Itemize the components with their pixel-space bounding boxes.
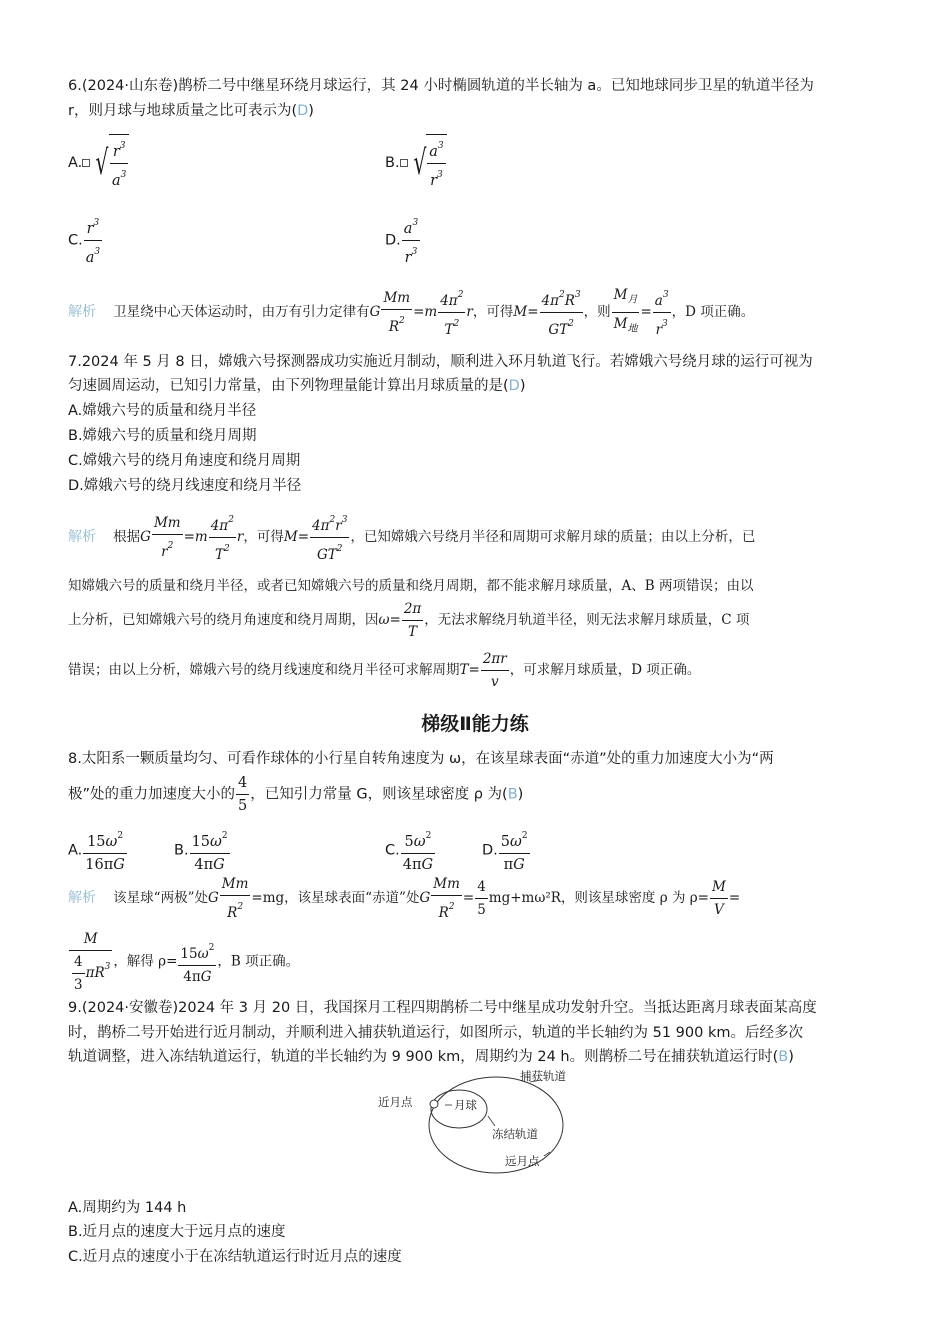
q6-solution: 解析 卫星绕中心天体运动时，由万有引力定律有G $\frac{Mm}{R^2}$ =m $\frac{4\pi^2}{T^2}$ r，可得M= $\frac{4\pi^2R^3}{GT^2}$ ，则 $\frac{M_月}{M_地}$ = $\frac{a^3}{r^3}$ ，D 项正确。 xyxy=(68,284,754,341)
q9-option-a: A.周期约为 144 h xyxy=(68,1200,187,1216)
section-title: 梯级Ⅱ能力练 xyxy=(421,713,529,735)
q8-option-c: C. $\frac{5\omega^2}{4\pi G}$ xyxy=(385,825,436,876)
q6-option-b: B. √ $\frac{a^3}{r^3}$ xyxy=(385,134,447,192)
label-perilune-left: 近月点 xyxy=(378,1095,413,1109)
label-apolune: 远月点 xyxy=(505,1154,540,1168)
q9-option-b: B.近月点的速度大于远月点的速度 xyxy=(68,1224,286,1240)
q7-solution-line1: 解析 根据G $\frac{Mm}{r^2}$ =m $\frac{4\pi^2}{T^2}$ r，可得M= $\frac{4\pi^2r^3}{GT^2}$ ，已知嫦娥六号绕月半径和周期可求解月球的质量；由以上分析，已 xyxy=(68,509,755,566)
q7-solution-line2: 知嫦娥六号的质量和绕月半径，或者已知嫦娥六号的质量和绕月周期，都不能求解月球质量，A、B 两项错误；由以 xyxy=(68,578,754,594)
q7-solution-line4: 错误；由以上分析，嫦娥六号的绕月线速度和绕月半径可求解周期T= $\frac{2\pi r}{v}$ ，可求解月球质量，D 项正确。 xyxy=(68,648,700,693)
q9-stem-line3: 轨道调整，进入冻结轨道运行，轨道的半长轴约为 9 900 km，周期约为 24 h。则鹊桥二号在捕获轨道运行时(B) xyxy=(68,1049,794,1065)
q8-option-b: B. $\frac{15\omega^2}{4\pi G}$ xyxy=(174,825,231,876)
orbit-diagram xyxy=(370,1068,580,1178)
q8-option-d: D. $\frac{5\omega^2}{\pi G}$ xyxy=(482,825,531,876)
q8-option-a: A. $\frac{15\omega^2}{16\pi G}$ xyxy=(68,825,128,876)
q7-solution-line3: 上分析，已知嫦娥六号的绕月角速度和绕月周期，因ω= $\frac{2\pi}{T}$ ，无法求解绕月轨道半径，则无法求解月球质量，C 项 xyxy=(68,598,749,643)
q9-stem-line1: 9.(2024·安徽卷)2024 年 3 月 20 日，我国探月工程四期鹊桥二号中继星成功发射升空。当抵达距离月球表面某高度 xyxy=(68,1000,817,1016)
moon-marker xyxy=(430,1100,438,1108)
q9-answer: B xyxy=(778,1049,789,1065)
q8-answer: B xyxy=(507,786,518,803)
q8-solution-line2: M $\frac{4}{3}$ $\pi R^3$ ，解得 ρ= $\frac{15\omega^2}{4\pi G}$ ，B 项正确。 xyxy=(68,928,299,996)
q6-option-d: D. $\frac{a^3}{r^3}$ xyxy=(385,212,421,269)
label-moon: 月球 xyxy=(454,1098,477,1112)
q9-stem-line2: 时，鹊桥二号开始进行近月制动，并顺利进入捕获轨道运行，如图所示，轨道的半长轴约为 51 900 km。后经多次 xyxy=(68,1025,803,1041)
q8-solution-line1: 解析 该星球“两极”处G $\frac{Mm}{R^2}$ =mg，该星球表面“赤道”处G $\frac{Mm}{R^2}$ = $\frac{4}{5}$ mg+mω²R，则该星球密度 ρ 为 ρ= $\frac{M}{V}$ = xyxy=(68,873,740,924)
label-capture-orbit: 捕获轨道 xyxy=(520,1069,566,1083)
q7-option-b: B.嫦娥六号的质量和绕月周期 xyxy=(68,428,257,444)
q6-option-a: A. √ $\frac{r^3}{a^3}$ xyxy=(68,134,129,192)
q6-answer: D xyxy=(297,103,309,119)
q7-answer: D xyxy=(508,378,520,394)
q8-stem-line1: 8.太阳系一颗质量均匀、可看作球体的小行星自转角速度为 ω，在该星球表面“赤道”处的重力加速度大小为“两 xyxy=(68,751,774,767)
q6-stem-line2: r，则月球与地球质量之比可表示为(D) xyxy=(68,103,314,119)
q6-option-c: C. $\frac{r^3}{a^3}$ xyxy=(68,212,103,269)
q7-option-d: D.嫦娥六号的绕月线速度和绕月半径 xyxy=(68,478,302,494)
q6-stem-line1: 6.(2024·山东卷)鹊桥二号中继星环绕月球运行，其 24 小时椭圆轨道的半长轴为 a。已知地球同步卫星的轨道半径为 xyxy=(68,78,814,94)
label-frozen-orbit: 冻结轨道 xyxy=(492,1127,538,1141)
q7-stem-line1: 7.2024 年 5 月 8 日，嫦娥六号探测器成功实施近月制动，顺利进入环月轨道飞行。若嫦娥六号绕月球的运行可视为 xyxy=(68,354,813,370)
q7-stem-line2: 匀速圆周运动，已知引力常量，由下列物理量能计算出月球质量的是(D) xyxy=(68,378,526,394)
q7-option-c: C.嫦娥六号的绕月角速度和绕月周期 xyxy=(68,453,301,469)
q8-stem-line2: 极”处的重力加速度大小的 $\frac{4}{5}$ ，已知引力常量 G，则该星球密度 ρ 为(B) xyxy=(68,772,523,817)
q9-option-c: C.近月点的速度小于在冻结轨道运行时近月点的速度 xyxy=(68,1249,402,1265)
q7-option-a: A.嫦娥六号的质量和绕月半径 xyxy=(68,403,257,419)
